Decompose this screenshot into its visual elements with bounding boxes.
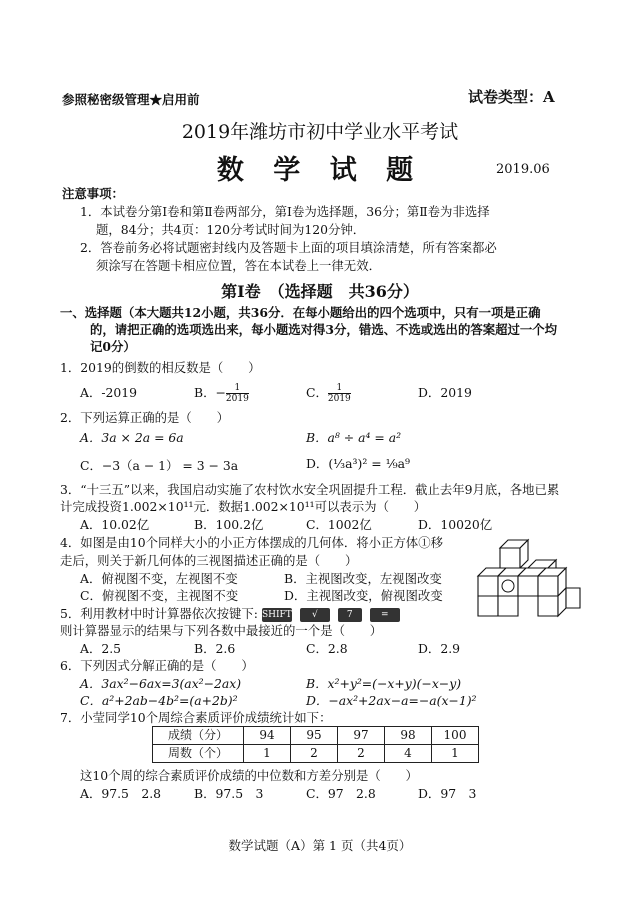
q4-option-d: D．主视图改变，俯视图改变 (284, 588, 443, 603)
calc-key-equals: = (370, 608, 400, 622)
q3-line-1: 3．“十三五”以来，我国启动实施了农村饮水安全巩固提升工程．截止去年9月底，各地已累 (60, 482, 560, 497)
table-cell: 1 (432, 745, 479, 763)
part-intro-line-1: 一、选择题（本大题共12小题，共36分．在每小题给出的四个选项中，只有一项是正确 (60, 305, 541, 320)
q5-option-b: B．2.6 (194, 641, 236, 656)
table-cell: 94 (244, 727, 291, 745)
table-cell: 周数（个） (153, 745, 244, 763)
q4-line-1: 4．如图是由10个同样大小的小正方体摆成的几何体．将小正方体①移 (60, 535, 443, 550)
q6-stem: 6．下列因式分解正确的是（ ） (60, 658, 254, 673)
q7-option-c: C．97 2.8 (306, 786, 376, 801)
exam-date: 2019.06 (496, 162, 550, 177)
q1-option-c: C． $\frac{1}{2019}$ (306, 383, 351, 404)
table-cell: 成绩（分） (153, 727, 244, 745)
cube-stack-figure (470, 528, 585, 628)
q1-stem: 1．2019的倒数的相反数是（ ） (60, 360, 261, 375)
q4-option-c: C．俯视图不变，主视图不变 (80, 588, 239, 603)
q2-option-b: B．a⁸ ÷ a⁴ = a² (306, 430, 402, 445)
q4-option-a: A．俯视图不变，左视图不变 (80, 571, 238, 586)
table-row (153, 745, 479, 763)
part-intro-line-3: 记0分） (90, 339, 136, 354)
q1-option-d: D．2019 (418, 385, 472, 400)
q2-option-d: D．(⅓a³)² = ⅑a⁹ (306, 456, 410, 471)
table-cell: 100 (432, 727, 479, 745)
note-line-3: 2．答卷前务必将试题密封线内及答题卡上面的项目填涂清楚，所有答案都必 (80, 240, 497, 255)
q3-option-c: C．1002亿 (306, 517, 372, 532)
notes-heading: 注意事项： (62, 186, 124, 201)
table-cell: 98 (385, 727, 432, 745)
classification-label: 参照秘密级管理★启用前 (62, 92, 200, 107)
q4-line-2: 走后，则关于新几何体的三视图描述正确的是（ ） (60, 553, 358, 568)
q6-option-a: A．3ax²−6ax=3(ax²−2ax) (80, 676, 242, 691)
q5-line-1 (60, 606, 404, 622)
q7-stem: 7．小莹同学10个周综合素质评价成绩统计如下： (60, 710, 332, 725)
exam-title: 2019年潍坊市初中学业水平考试 (181, 121, 459, 143)
q4-option-b: B．主视图改变，左视图改变 (284, 571, 442, 586)
q5-text: 5．利用教材中时计算器依次按键下: (60, 606, 258, 621)
table-row (153, 727, 479, 745)
paper-type-label: 试卷类型：A (468, 88, 555, 106)
q7-option-a: A．97.5 2.8 (80, 786, 162, 801)
table-cell: 1 (244, 745, 291, 763)
q1-option-a: A．-2019 (80, 385, 138, 400)
calc-key-shift: SHIFT (261, 609, 292, 620)
q3-option-a: A．10.02亿 (80, 517, 150, 532)
part-intro-line-2: 的，请把正确的选项选出来，每小题选对得3分，错选、不选或选出的答案超过一个均 (90, 322, 558, 337)
note-line-4: 须涂写在答题卡相应位置，答在本试卷上一律无效． (96, 258, 381, 273)
q6-option-d: D．−ax²+2ax−a=−a(x−1)² (306, 693, 477, 708)
table-cell: 97 (338, 727, 385, 745)
section-title: 第Ⅰ卷 （选择题 共36分） (221, 282, 419, 301)
q6-option-b: B．x²+y²=(−x+y)(−x−y) (306, 676, 462, 691)
q3-option-d: D．10020亿 (418, 517, 493, 532)
q2-option-c: C．−3（a − 1） = 3 − 3a (80, 458, 239, 473)
q5-option-a: A．2.5 (80, 641, 122, 656)
calc-key-sqrt: √ (300, 608, 330, 622)
q5-option-c: C．2.8 (306, 641, 348, 656)
calc-key-7: 7 (338, 608, 362, 622)
q2-stem: 2．下列运算正确的是（ ） (60, 410, 229, 425)
table-cell: 2 (338, 745, 385, 763)
q7-line-2: 这10个周的综合素质评价成绩的中位数和方差分别是（ ） (80, 768, 418, 783)
score-table (152, 726, 479, 763)
table-cell: 4 (385, 745, 432, 763)
q1-option-b: B．− $\frac{1}{2019}$ (194, 383, 249, 404)
q7-option-b: B．97.5 3 (194, 786, 264, 801)
page-footer: 数学试题（A）第 1 页（共4页） (228, 838, 412, 853)
table-cell: 2 (291, 745, 338, 763)
q3-option-b: B．100.2亿 (194, 517, 264, 532)
q7-option-d: D．97 3 (418, 786, 477, 801)
table-cell: 95 (291, 727, 338, 745)
q2-option-a: A．3a × 2a = 6a (80, 430, 184, 445)
note-line-1: 1．本试卷分第Ⅰ卷和第Ⅱ卷两部分，第Ⅰ卷为选择题，36分；第Ⅱ卷为非选择 (80, 204, 490, 219)
note-line-2: 题，84分；共4页：120分考试时间为120分钟． (96, 222, 366, 237)
q3-line-2: 计完成投资1.002×10¹¹元．数据1.002×10¹¹可以表示为（ ） (60, 499, 427, 514)
subject-title: 数 学 试 题 (216, 155, 424, 186)
q6-option-c: C．a²+2ab−4b²=(a+2b)² (80, 693, 238, 708)
q5-option-d: D．2.9 (418, 641, 461, 656)
q5-line-2: 则计算器显示的结果与下列各数中最接近的一个是（ ） (60, 623, 383, 638)
